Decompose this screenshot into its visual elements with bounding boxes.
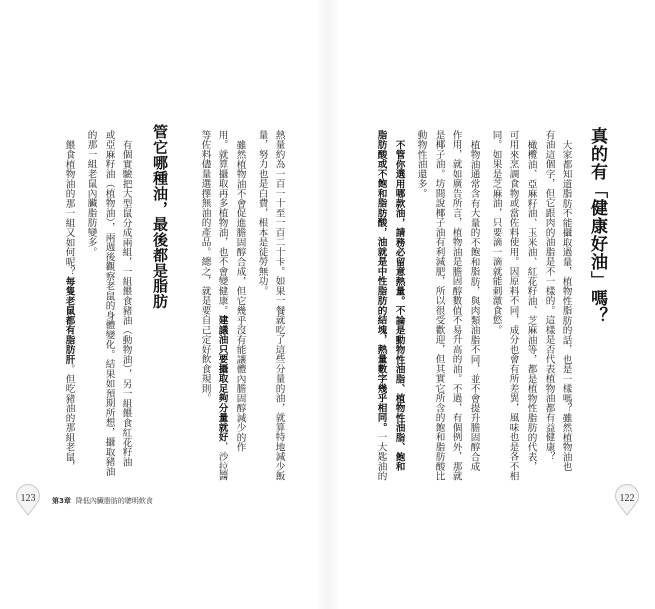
text-run: 用。就算攝取再多植物油，也不會變健康。	[216, 130, 228, 316]
text-run: 橄欖油、亞麻籽油、玉米油、紅花籽油、芝麻油等，都是植物性脂肪的代表，	[525, 139, 537, 472]
right-column-8	[434, 130, 444, 481]
text-run: 有油這個字，但它跟肉的油脂是不一樣的。這樣是否代表植物油都有益健康？	[543, 130, 555, 462]
text-run: 同。如果是芝麻油，只要滴一滴就能刺激食慾。	[490, 130, 502, 335]
right-column-7	[451, 130, 461, 481]
right-column-6	[469, 130, 479, 471]
text-run: ，沙拉醬	[216, 442, 228, 481]
right-column-10	[394, 130, 404, 471]
right-column-9	[416, 130, 426, 198]
page-title: 真的有「健康好油」嗎？	[587, 127, 607, 325]
page-number: 123	[20, 493, 36, 504]
bold-text-run: 建議油只要攝取足夠分量就好	[216, 315, 228, 442]
right-column-3	[526, 130, 536, 471]
text-run: 大家都知道脂肪不能攝取過量，植物性脂肪的話，也是一樣嗎？雖然植物油也	[560, 139, 572, 472]
text-run: 植物油通常含有大量的不飽和脂肪，與肉類油脂不同，並不會提升膽固醇合成	[468, 139, 480, 472]
text-run: 動物性油還多。	[415, 130, 427, 199]
bold-text-run: 不管你選用哪款油，請務必留意熱量。不論是動物性油脂、植物性油脂、飽和	[393, 139, 405, 472]
bold-text-run: 脂肪酸或不飽和脂肪酸，油就是中性脂肪的結塊，熱量數字幾乎相同。	[375, 130, 387, 433]
text-run: 量，努力也是白費，根本是徒勞無功。	[256, 130, 268, 296]
text-run: 作用，就如廣告所言，植物油是膽固醇數值不易升高的油。不過，有個例外，那就	[450, 130, 462, 481]
text-run: 雖然植物油不會促進膽固醇合成，但它幾乎沒有能讓體內膽固醇減少的作	[234, 139, 246, 452]
text-run: 等佐料儘量選擇無油的產品。總之，就是要自己定好飲食規則。	[199, 130, 211, 403]
text-run: 一大匙油的	[375, 432, 387, 481]
text-run: 可用來烹調食物或當佐料使用。因原料不同，成分也會有所差異，風味也是各不相	[507, 130, 519, 481]
right-column-4	[508, 130, 518, 481]
right-column-5	[491, 130, 501, 335]
page-number: 122	[619, 493, 635, 504]
text-run: 。但吃豬油的那組老鼠，	[63, 364, 75, 472]
text-run: 有個實驗把大型鼠分成兩組，一組餵食豬油（動物油），另一組餵食紅花籽油	[120, 139, 132, 467]
chapter-title: 降低內臟脂肪的聰明飲食	[75, 497, 153, 505]
right-column-1	[561, 130, 571, 471]
bold-text-run: 每隻老鼠都有脂肪肝	[63, 276, 75, 365]
section-heading: 管它哪種油，最後都是脂肪	[151, 124, 169, 309]
text-run: 是椰子油。坊間說椰子油有利減肥，所以很受歡迎，但其實它所含的飽和脂肪酸比	[433, 130, 445, 481]
text-run: 的那一組老鼠內臟脂肪變多。	[85, 130, 97, 257]
chapter-label: 第3章	[52, 497, 71, 505]
right-column-11	[376, 130, 386, 481]
text-run: 熱量約為一百一十至一百二十卡。如果一餐就吃了這些分量的油，就算特地減少飯	[273, 130, 285, 481]
page-number-badge	[614, 484, 640, 516]
right-column-2	[544, 130, 554, 462]
text-run: 餵食植物油的那一組又如何呢？	[63, 139, 75, 277]
text-run: 或亞麻籽油（植物油），兩週後觀察老鼠的身體變化。結果如預期所想，攝取豬油	[103, 130, 115, 477]
